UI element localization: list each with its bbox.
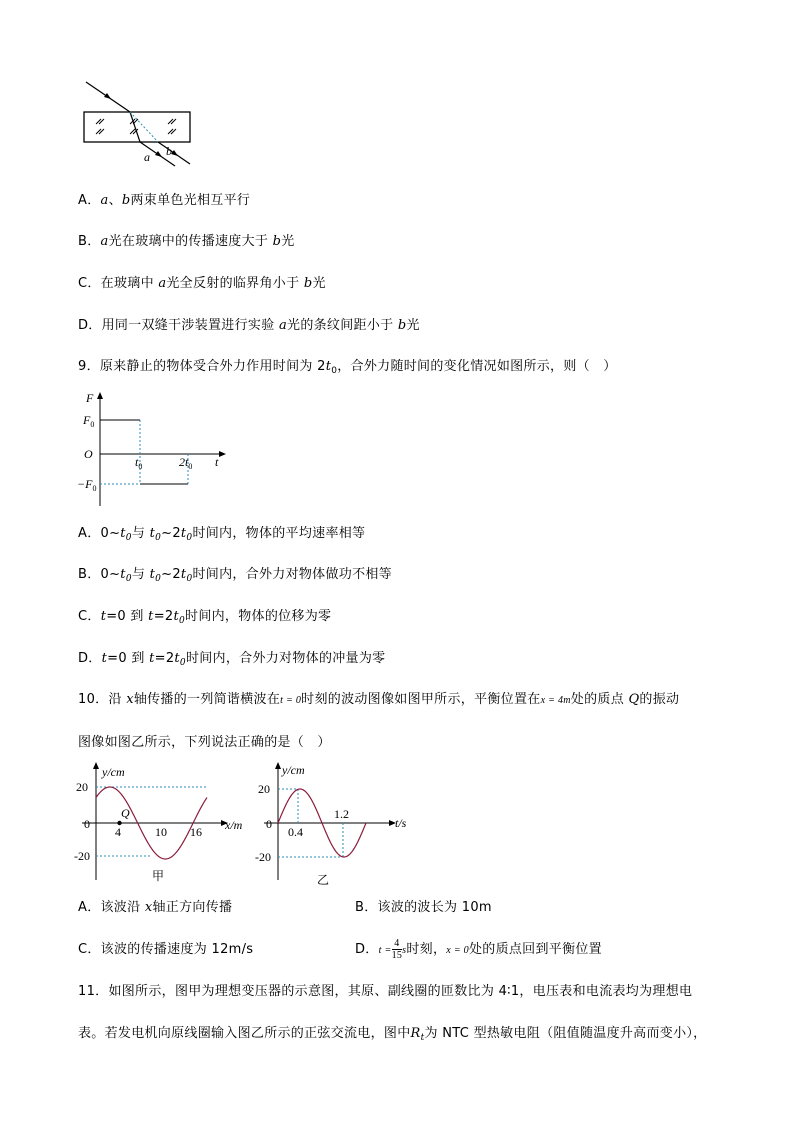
subscript: 0	[331, 366, 338, 376]
symbol-t: t	[173, 609, 179, 624]
stem-text: 11．如图所示，图甲为理想变压器的示意图，其原、副线圈的匝数比为 4∶1，电压表和电流表均为理想电	[78, 984, 693, 999]
symbol-t: t	[174, 651, 180, 666]
q10-option-c[interactable]	[78, 940, 253, 960]
option-text: D．用同一双缝干涉装置进行实验	[78, 318, 279, 333]
q10-option-a[interactable]	[78, 898, 232, 918]
q9-option-c[interactable]	[78, 607, 331, 631]
stem-text: 为 NTC 型热敏电阻（阻值随温度升高而变小），	[424, 1026, 707, 1041]
option-text: A．0~	[78, 526, 121, 541]
t-tick-0-4: 0.4	[288, 825, 303, 839]
subscript: 0	[186, 574, 193, 584]
q10-option-b[interactable]	[355, 898, 492, 918]
option-letter: B．	[78, 234, 101, 249]
math-x-eq-4m: x = 4m	[540, 695, 571, 706]
stem-text: 轴传播的一列简谐横波在	[133, 692, 281, 707]
x-tick-4: 4	[115, 825, 121, 839]
t-axis-arrow-icon	[219, 451, 226, 457]
q9-option-b[interactable]	[78, 565, 392, 589]
option-text: 光的条纹间距小于	[287, 318, 398, 333]
option-text: 时间内，物体的平均速率相等	[192, 526, 366, 541]
q9-option-d[interactable]	[78, 649, 385, 673]
t0-tick-label: $t_0$	[135, 455, 143, 471]
y-axis-arrow-icon	[275, 762, 281, 769]
option-text: C．该波的传播速度为 12m/s	[78, 942, 254, 957]
option-text: 光	[312, 276, 326, 291]
option-text: 光在玻璃中的传播速度大于	[108, 234, 273, 249]
fraction-numerator: 4	[392, 938, 403, 950]
stem-text: 图像如图乙所示，下列说法正确的是（ ）	[78, 735, 331, 750]
t-tick-1-2: 1.2	[334, 807, 349, 821]
symbol-x: x	[144, 900, 153, 915]
symbol-r: R	[410, 1026, 421, 1041]
option-text: 时间内，合外力对物体的冲量为零	[185, 651, 386, 666]
stem-text: 9．原来静止的物体受合外力作用时间为 2	[78, 359, 326, 374]
symbol-a: a	[100, 234, 109, 249]
math-x-eq-0: x = 0	[446, 945, 469, 956]
y-axis-label: y/cm	[282, 763, 305, 777]
symbol-t: t	[149, 651, 155, 666]
ray-b-label: b	[166, 144, 172, 158]
option-text: 光全反射的临界角小于	[166, 276, 304, 291]
origin-label: O	[84, 447, 93, 461]
option-text: D．	[78, 651, 102, 666]
symbol-x: x	[126, 692, 134, 707]
symbol-a: a	[100, 193, 109, 208]
point-q-label: Q	[121, 806, 130, 820]
y-axis-label: y/cm	[102, 765, 125, 779]
fraction-denominator: 15	[391, 950, 403, 961]
f-axis-arrow-icon	[97, 392, 103, 399]
glass-slab	[84, 112, 190, 142]
option-text: 两束单色光相互平行	[130, 193, 251, 208]
subscript: 0	[178, 616, 186, 626]
option-text: B．该波的波长为 10m	[355, 900, 492, 915]
figure-caption: 乙	[317, 873, 330, 886]
separator: 、	[108, 193, 122, 208]
y-axis-arrow-icon	[93, 762, 99, 769]
y-tick-neg20: -20	[255, 850, 271, 864]
ray-a-label: a	[144, 150, 150, 164]
option-letter: A．	[78, 193, 101, 208]
stem-text: 的振动	[639, 692, 680, 707]
option-text: 与	[131, 567, 150, 582]
math-t-eq: t =	[378, 945, 392, 956]
option-text: C．在玻璃中	[78, 276, 159, 291]
2t0-tick-label: $2t_0$	[179, 455, 193, 471]
fraction-4-15	[392, 938, 403, 961]
subscript: t	[420, 1033, 425, 1043]
symbol-t: t	[120, 567, 126, 582]
q11-stem-line1	[78, 982, 692, 1002]
subscript: 0	[186, 533, 193, 543]
symbol-b: b	[303, 276, 313, 291]
q10-vibration-graph-yi	[250, 760, 430, 886]
symbol-t: t	[325, 359, 332, 374]
option-text: 与	[131, 526, 150, 541]
option-text: =2	[154, 651, 175, 666]
subscript: 0	[125, 574, 132, 584]
option-text: =0 到	[107, 651, 150, 666]
x-tick-10: 10	[155, 825, 167, 839]
option-text: 光	[406, 318, 420, 333]
incident-arrow-icon	[104, 93, 111, 99]
option-text: ~2	[161, 526, 181, 541]
option-text: ~2	[161, 567, 181, 582]
symbol-t: t	[120, 526, 126, 541]
x-axis-label: x/m	[225, 818, 243, 832]
q8-option-d[interactable]	[78, 316, 420, 336]
exit-arrow-a-icon	[155, 151, 162, 157]
option-text: C．	[78, 609, 101, 624]
subscript: 0	[155, 574, 162, 584]
stem-text: ，合外力随时间的变化情况如图所示，则（ ）	[337, 359, 617, 374]
symbol-b: b	[121, 193, 131, 208]
symbol-b: b	[272, 234, 282, 249]
option-text: B．0~	[78, 567, 121, 582]
y-tick-0: 0	[84, 817, 90, 831]
y-tick-neg20: -20	[74, 849, 90, 863]
q9-force-time-graph	[76, 390, 236, 512]
q10-wave-graph-jia	[72, 760, 252, 886]
stem-text: 时刻的波动图像如图甲所示，平衡位置在	[301, 692, 541, 707]
option-letter: D．	[355, 942, 379, 957]
symbol-t: t	[101, 651, 108, 666]
option-text: 处的质点回到平衡位置	[468, 942, 602, 957]
neg-f0-label: $-F_0$	[77, 477, 97, 493]
refracted-ray-b	[130, 112, 158, 142]
x-tick-16: 16	[190, 825, 202, 839]
symbol-t: t	[180, 526, 187, 541]
unit-s: s	[402, 945, 407, 956]
y-tick-20: 20	[258, 782, 270, 796]
option-text: 时间内，合外力对物体做功不相等	[192, 567, 392, 582]
q9-option-a[interactable]	[78, 524, 365, 548]
refracted-ray-a	[130, 112, 140, 142]
symbol-t: t	[180, 567, 187, 582]
symbol-b: b	[397, 318, 407, 333]
option-text: A．该波沿	[78, 900, 145, 915]
option-text: =0 到	[106, 609, 149, 624]
q9-stem	[78, 357, 617, 381]
f0-label: $F_0$	[83, 413, 95, 429]
option-text: 轴正方向传播	[152, 900, 233, 915]
y-tick-0: 0	[266, 817, 272, 831]
stem-text: 处的质点	[570, 692, 629, 707]
symbol-t: t	[100, 609, 107, 624]
q8-option-b[interactable]	[78, 232, 295, 252]
figure-caption: 甲	[152, 869, 165, 883]
subscript: 0	[179, 658, 186, 668]
subscript: 0	[155, 533, 162, 543]
math-t-eq-0: t = 0	[280, 695, 302, 706]
q10-stem-line2	[78, 733, 331, 753]
q8-option-a[interactable]	[78, 191, 250, 211]
option-text: 时刻，	[406, 942, 447, 957]
symbol-a: a	[278, 318, 288, 333]
symbol-t: t	[149, 526, 156, 541]
t-axis-label: t/s	[395, 816, 407, 830]
t-axis-label: t	[215, 455, 219, 469]
subscript: 0	[125, 533, 132, 543]
q10-option-d[interactable]	[355, 931, 602, 969]
option-text: =2	[153, 609, 174, 624]
q11-stem-line2	[78, 1024, 706, 1048]
y-tick-20: 20	[76, 780, 88, 794]
option-text: 时间内，物体的位移为零	[185, 609, 332, 624]
symbol-a: a	[158, 276, 167, 291]
option-text: 光	[281, 234, 295, 249]
q8-option-c[interactable]	[78, 274, 326, 294]
exit-arrow-b-icon	[171, 150, 178, 156]
symbol-t: t	[148, 609, 154, 624]
q8-slab-figure	[78, 78, 228, 178]
stem-text: 表。若发电机向原线圈输入图乙所示的正弦交流电，图中	[78, 1026, 411, 1041]
symbol-t: t	[149, 567, 156, 582]
symbol-q: Q	[628, 692, 640, 707]
f-axis-label: F	[86, 391, 94, 405]
q10-stem-line1	[78, 690, 679, 711]
stem-text: 10．沿	[78, 692, 127, 707]
